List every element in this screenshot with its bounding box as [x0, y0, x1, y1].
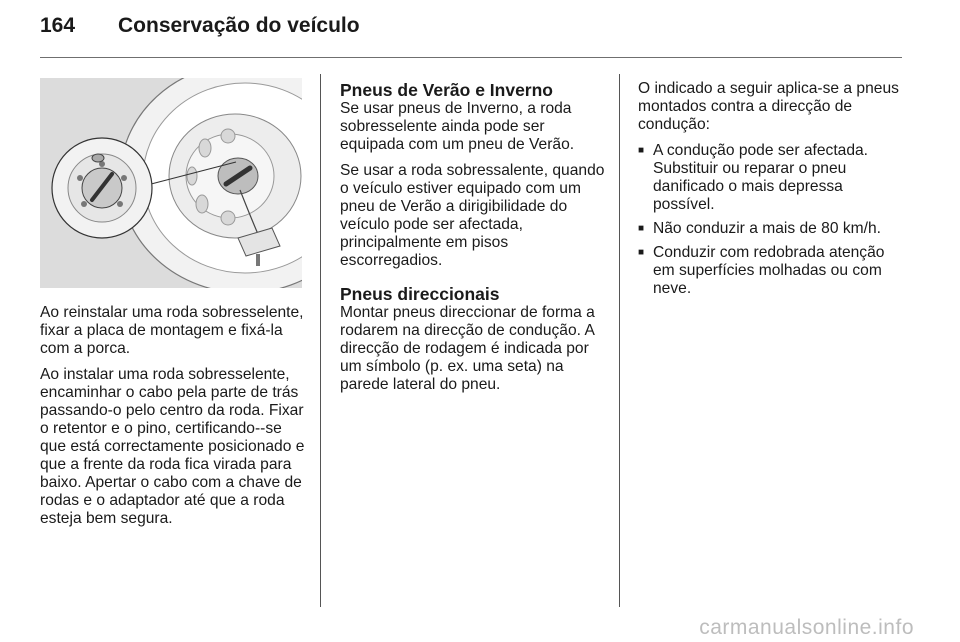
list-item: ■ A condução pode ser afectada. Substituir ou reparar o pneu danificado o mais depressa possível.	[638, 142, 908, 214]
page-title: Conservação do veículo	[118, 14, 360, 37]
page-number: 164	[40, 14, 76, 37]
watermark: carmanualsonline.info	[699, 616, 914, 639]
page-header	[40, 14, 360, 54]
paragraph: Se usar a roda sobressalente, quando o veículo estiver equipado com um pneu de Verão a dirigibilidade do veículo pode ser afectada, principalmente em pisos escorregadios.	[340, 162, 605, 269]
paragraph: Montar pneus direccionar de forma a rodarem na direcção de condução. A direcção de rodagem é indicada por um símbolo (p. ex. uma seta) na parede lateral do pneu.	[340, 304, 595, 393]
paragraph: Ao instalar uma roda sobresselente, encaminhar o cabo pela parte de trás passando-o pelo centro da roda. Fixar o retentor e o pino, certificando--se que está correctamente posicionado e que a frente da roda fica virada para baixo. Apertar o cabo com a chave de rodas e o adaptador até que a roda esteja bem segura.	[40, 366, 305, 527]
bullet-list	[638, 142, 908, 298]
header-divider	[40, 57, 902, 58]
section-heading: Pneus de Verão e Inverno	[340, 80, 553, 100]
column-divider	[320, 74, 321, 607]
column-divider	[619, 74, 620, 607]
paragraph: Ao reinstalar uma roda sobresselente, fixar a placa de montagem e fixá-la com a porca.	[40, 304, 304, 357]
section-heading: Pneus direccionais	[340, 284, 500, 304]
column-left	[40, 304, 308, 536]
spare-wheel-icon	[40, 78, 302, 288]
spare-wheel-illustration	[40, 78, 302, 288]
paragraph: O indicado a seguir aplica-se a pneus montados contra a direcção de condução:	[638, 80, 899, 133]
paragraph: Se usar pneus de Inverno, a roda sobresselente ainda pode ser equipada com um pneu de Verão.	[340, 100, 575, 153]
list-item: ■ Não conduzir a mais de 80 km/h.	[638, 220, 908, 238]
column-middle	[340, 80, 606, 402]
list-item: ■ Conduzir com redobrada atenção em superfícies molhadas ou com neve.	[638, 244, 908, 298]
column-right	[638, 80, 908, 304]
